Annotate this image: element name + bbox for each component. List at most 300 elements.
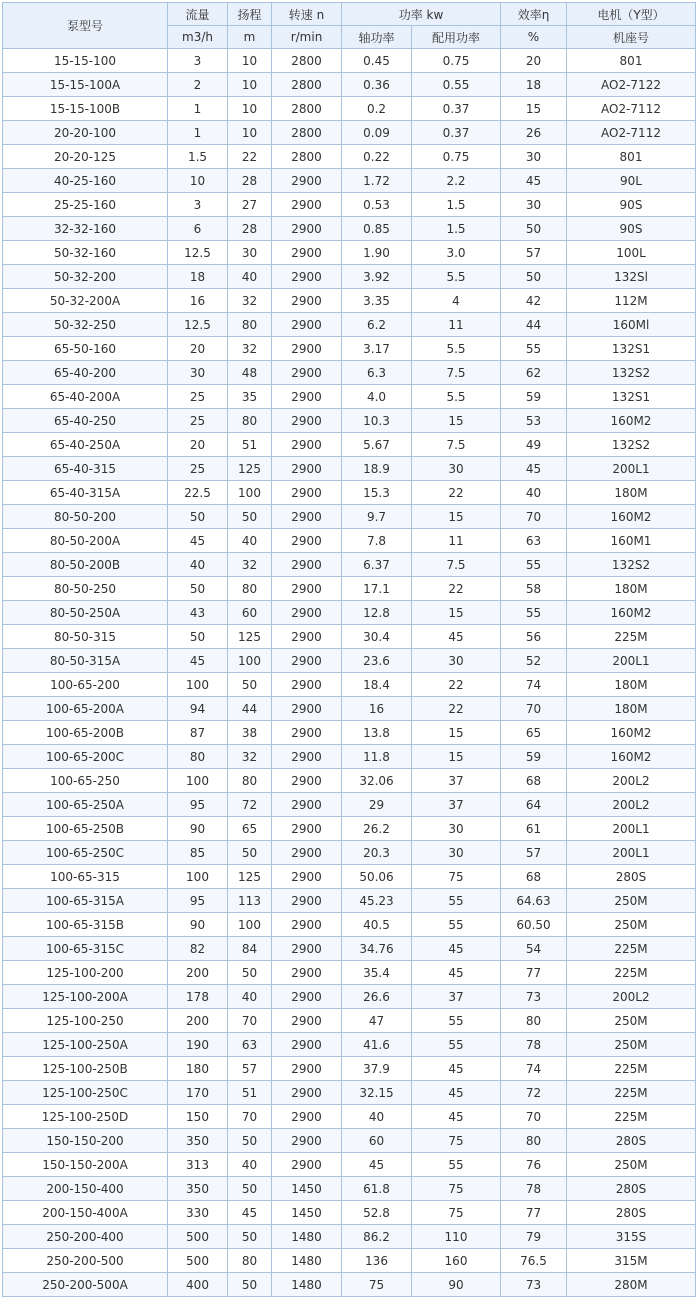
model-cell: 100-65-200B [3, 721, 168, 745]
shaft-power-cell: 9.7 [342, 505, 412, 529]
efficiency-cell: 49 [501, 433, 567, 457]
efficiency-cell: 44 [501, 313, 567, 337]
model-cell: 50-32-200 [3, 265, 168, 289]
speed-cell: 2900 [272, 577, 342, 601]
shaft-power-cell: 60 [342, 1129, 412, 1153]
motor-frame-cell: 801 [567, 145, 696, 169]
motor-frame-cell: 250M [567, 1009, 696, 1033]
head-cell: 44 [228, 697, 272, 721]
model-cell: 50-32-160 [3, 241, 168, 265]
head-cell: 10 [228, 97, 272, 121]
flow-cell: 50 [168, 577, 228, 601]
flow-cell: 3 [168, 49, 228, 73]
matched-power-cell: 1.5 [412, 193, 501, 217]
flow-cell: 1 [168, 121, 228, 145]
speed-cell: 2900 [272, 697, 342, 721]
motor-frame-cell: 315S [567, 1225, 696, 1249]
table-row [3, 73, 696, 97]
speed-cell: 2800 [272, 49, 342, 73]
efficiency-cell: 63 [501, 529, 567, 553]
table-row [3, 841, 696, 865]
head-cell: 80 [228, 577, 272, 601]
head-cell: 125 [228, 625, 272, 649]
flow-cell: 12.5 [168, 313, 228, 337]
efficiency-cell: 53 [501, 409, 567, 433]
table-row [3, 889, 696, 913]
shaft-power-cell: 4.0 [342, 385, 412, 409]
motor-frame-cell: 160M2 [567, 721, 696, 745]
matched-power-cell: 22 [412, 481, 501, 505]
model-cell: 100-65-315B [3, 913, 168, 937]
motor-frame-cell: 160M1 [567, 529, 696, 553]
motor-frame-cell: 250M [567, 1153, 696, 1177]
flow-cell: 150 [168, 1105, 228, 1129]
efficiency-cell: 60.50 [501, 913, 567, 937]
table-row [3, 361, 696, 385]
matched-power-cell: 55 [412, 913, 501, 937]
flow-cell: 12.5 [168, 241, 228, 265]
speed-cell: 1450 [272, 1201, 342, 1225]
matched-power-cell: 0.55 [412, 73, 501, 97]
motor-frame-cell: 160M2 [567, 601, 696, 625]
efficiency-cell: 70 [501, 697, 567, 721]
table-row [3, 1057, 696, 1081]
speed-cell: 2900 [272, 169, 342, 193]
speed-cell: 2900 [272, 865, 342, 889]
matched-power-cell: 30 [412, 841, 501, 865]
shaft-power-cell: 6.3 [342, 361, 412, 385]
model-cell: 100-65-315C [3, 937, 168, 961]
shaft-power-cell: 32.06 [342, 769, 412, 793]
model-cell: 25-25-160 [3, 193, 168, 217]
efficiency-cell: 76.5 [501, 1249, 567, 1273]
model-cell: 15-15-100A [3, 73, 168, 97]
efficiency-cell: 73 [501, 1273, 567, 1297]
table-row [3, 313, 696, 337]
model-cell: 50-32-250 [3, 313, 168, 337]
flow-cell: 94 [168, 697, 228, 721]
model-cell: 150-150-200 [3, 1129, 168, 1153]
flow-cell: 2 [168, 73, 228, 97]
motor-frame-cell: 112M [567, 289, 696, 313]
model-cell: 125-100-250A [3, 1033, 168, 1057]
shaft-power-cell: 0.85 [342, 217, 412, 241]
model-cell: 65-50-160 [3, 337, 168, 361]
table-row [3, 49, 696, 73]
flow-cell: 350 [168, 1129, 228, 1153]
speed-cell: 2900 [272, 1129, 342, 1153]
head-cell: 10 [228, 121, 272, 145]
shaft-power-cell: 0.45 [342, 49, 412, 73]
model-cell: 125-100-250 [3, 1009, 168, 1033]
model-cell: 15-15-100B [3, 97, 168, 121]
flow-cell: 170 [168, 1081, 228, 1105]
matched-power-cell: 37 [412, 769, 501, 793]
motor-frame-cell: 200L1 [567, 457, 696, 481]
speed-cell: 2800 [272, 145, 342, 169]
flow-cell: 350 [168, 1177, 228, 1201]
head-cell: 113 [228, 889, 272, 913]
matched-power-cell: 37 [412, 985, 501, 1009]
motor-frame-cell: 225M [567, 1081, 696, 1105]
speed-cell: 2900 [272, 265, 342, 289]
speed-cell: 2900 [272, 409, 342, 433]
table-row [3, 145, 696, 169]
head-cell: 100 [228, 649, 272, 673]
flow-cell: 500 [168, 1249, 228, 1273]
efficiency-cell: 50 [501, 265, 567, 289]
table-row [3, 793, 696, 817]
shaft-power-cell: 37.9 [342, 1057, 412, 1081]
table-row [3, 97, 696, 121]
head-cell: 50 [228, 1225, 272, 1249]
model-cell: 15-15-100 [3, 49, 168, 73]
table-row [3, 673, 696, 697]
table-row [3, 457, 696, 481]
header-flow-unit: m3/h [168, 26, 228, 49]
table-row [3, 577, 696, 601]
head-cell: 60 [228, 601, 272, 625]
table-row [3, 601, 696, 625]
shaft-power-cell: 32.15 [342, 1081, 412, 1105]
speed-cell: 2900 [272, 193, 342, 217]
shaft-power-cell: 10.3 [342, 409, 412, 433]
model-cell: 65-40-315A [3, 481, 168, 505]
flow-cell: 500 [168, 1225, 228, 1249]
matched-power-cell: 15 [412, 721, 501, 745]
header-model: 泵型号 [3, 3, 168, 49]
model-cell: 250-200-500A [3, 1273, 168, 1297]
speed-cell: 2900 [272, 1081, 342, 1105]
head-cell: 22 [228, 145, 272, 169]
flow-cell: 25 [168, 385, 228, 409]
head-cell: 65 [228, 817, 272, 841]
model-cell: 100-65-315A [3, 889, 168, 913]
flow-cell: 25 [168, 457, 228, 481]
model-cell: 125-100-250D [3, 1105, 168, 1129]
efficiency-cell: 70 [501, 1105, 567, 1129]
shaft-power-cell: 20.3 [342, 841, 412, 865]
shaft-power-cell: 5.67 [342, 433, 412, 457]
shaft-power-cell: 47 [342, 1009, 412, 1033]
matched-power-cell: 0.37 [412, 121, 501, 145]
speed-cell: 2900 [272, 841, 342, 865]
table-row [3, 121, 696, 145]
speed-cell: 2900 [272, 889, 342, 913]
speed-cell: 2900 [272, 241, 342, 265]
head-cell: 80 [228, 409, 272, 433]
motor-frame-cell: 280S [567, 1129, 696, 1153]
flow-cell: 82 [168, 937, 228, 961]
flow-cell: 10 [168, 169, 228, 193]
head-cell: 38 [228, 721, 272, 745]
model-cell: 20-20-125 [3, 145, 168, 169]
head-cell: 50 [228, 841, 272, 865]
motor-frame-cell: 200L1 [567, 817, 696, 841]
flow-cell: 100 [168, 673, 228, 697]
header-flow: 流量 [168, 3, 228, 26]
model-cell: 200-150-400A [3, 1201, 168, 1225]
head-cell: 72 [228, 793, 272, 817]
efficiency-cell: 57 [501, 241, 567, 265]
flow-cell: 45 [168, 529, 228, 553]
efficiency-cell: 64 [501, 793, 567, 817]
pump-spec-table [2, 2, 696, 1297]
table-row [3, 745, 696, 769]
efficiency-cell: 15 [501, 97, 567, 121]
motor-frame-cell: 132S2 [567, 433, 696, 457]
flow-cell: 87 [168, 721, 228, 745]
table-row [3, 769, 696, 793]
flow-cell: 50 [168, 505, 228, 529]
speed-cell: 2900 [272, 529, 342, 553]
efficiency-cell: 77 [501, 961, 567, 985]
motor-frame-cell: 132S2 [567, 553, 696, 577]
flow-cell: 20 [168, 337, 228, 361]
motor-frame-cell: 180M [567, 697, 696, 721]
matched-power-cell: 55 [412, 1033, 501, 1057]
speed-cell: 2900 [272, 361, 342, 385]
shaft-power-cell: 15.3 [342, 481, 412, 505]
model-cell: 100-65-200A [3, 697, 168, 721]
model-cell: 65-40-200 [3, 361, 168, 385]
model-cell: 50-32-200A [3, 289, 168, 313]
head-cell: 32 [228, 553, 272, 577]
head-cell: 32 [228, 745, 272, 769]
matched-power-cell: 90 [412, 1273, 501, 1297]
flow-cell: 400 [168, 1273, 228, 1297]
matched-power-cell: 37 [412, 793, 501, 817]
matched-power-cell: 45 [412, 1081, 501, 1105]
shaft-power-cell: 6.37 [342, 553, 412, 577]
matched-power-cell: 5.5 [412, 337, 501, 361]
head-cell: 27 [228, 193, 272, 217]
head-cell: 70 [228, 1105, 272, 1129]
matched-power-cell: 2.2 [412, 169, 501, 193]
motor-frame-cell: 132S1 [567, 385, 696, 409]
motor-frame-cell: 250M [567, 889, 696, 913]
motor-frame-cell: 200L1 [567, 841, 696, 865]
motor-frame-cell: 200L2 [567, 793, 696, 817]
table-row [3, 985, 696, 1009]
head-cell: 57 [228, 1057, 272, 1081]
efficiency-cell: 72 [501, 1081, 567, 1105]
head-cell: 50 [228, 1273, 272, 1297]
flow-cell: 180 [168, 1057, 228, 1081]
flow-cell: 200 [168, 961, 228, 985]
flow-cell: 30 [168, 361, 228, 385]
efficiency-cell: 68 [501, 865, 567, 889]
table-row [3, 409, 696, 433]
table-row [3, 481, 696, 505]
shaft-power-cell: 86.2 [342, 1225, 412, 1249]
shaft-power-cell: 0.2 [342, 97, 412, 121]
matched-power-cell: 30 [412, 817, 501, 841]
header-efficiency: 效率η [501, 3, 567, 26]
matched-power-cell: 11 [412, 529, 501, 553]
motor-frame-cell: 160M2 [567, 505, 696, 529]
speed-cell: 1480 [272, 1249, 342, 1273]
head-cell: 40 [228, 529, 272, 553]
matched-power-cell: 55 [412, 1153, 501, 1177]
efficiency-cell: 45 [501, 169, 567, 193]
motor-frame-cell: 801 [567, 49, 696, 73]
shaft-power-cell: 1.90 [342, 241, 412, 265]
matched-power-cell: 22 [412, 577, 501, 601]
flow-cell: 85 [168, 841, 228, 865]
efficiency-cell: 77 [501, 1201, 567, 1225]
table-row [3, 1225, 696, 1249]
speed-cell: 2900 [272, 385, 342, 409]
flow-cell: 18 [168, 265, 228, 289]
table-row [3, 817, 696, 841]
speed-cell: 2900 [272, 1009, 342, 1033]
model-cell: 80-50-250 [3, 577, 168, 601]
efficiency-cell: 73 [501, 985, 567, 1009]
motor-frame-cell: AO2-7112 [567, 97, 696, 121]
shaft-power-cell: 40.5 [342, 913, 412, 937]
motor-frame-cell: 90S [567, 193, 696, 217]
matched-power-cell: 75 [412, 1177, 501, 1201]
speed-cell: 2900 [272, 457, 342, 481]
matched-power-cell: 75 [412, 1201, 501, 1225]
motor-frame-cell: AO2-7122 [567, 73, 696, 97]
shaft-power-cell: 7.8 [342, 529, 412, 553]
table-row [3, 913, 696, 937]
table-row [3, 241, 696, 265]
table-row [3, 1249, 696, 1273]
model-cell: 100-65-315 [3, 865, 168, 889]
model-cell: 150-150-200A [3, 1153, 168, 1177]
model-cell: 250-200-400 [3, 1225, 168, 1249]
header-motor-frame: 机座号 [567, 26, 696, 49]
head-cell: 50 [228, 505, 272, 529]
flow-cell: 1 [168, 97, 228, 121]
speed-cell: 2900 [272, 1057, 342, 1081]
head-cell: 40 [228, 265, 272, 289]
matched-power-cell: 45 [412, 1105, 501, 1129]
model-cell: 80-50-200A [3, 529, 168, 553]
flow-cell: 45 [168, 649, 228, 673]
model-cell: 32-32-160 [3, 217, 168, 241]
table-row [3, 193, 696, 217]
head-cell: 51 [228, 433, 272, 457]
matched-power-cell: 160 [412, 1249, 501, 1273]
motor-frame-cell: 180M [567, 673, 696, 697]
speed-cell: 1480 [272, 1273, 342, 1297]
motor-frame-cell: 225M [567, 1057, 696, 1081]
speed-cell: 2900 [272, 553, 342, 577]
model-cell: 200-150-400 [3, 1177, 168, 1201]
motor-frame-cell: 160M2 [567, 409, 696, 433]
efficiency-cell: 65 [501, 721, 567, 745]
motor-frame-cell: 200L2 [567, 985, 696, 1009]
speed-cell: 1480 [272, 1225, 342, 1249]
matched-power-cell: 30 [412, 457, 501, 481]
head-cell: 125 [228, 457, 272, 481]
speed-cell: 2800 [272, 73, 342, 97]
model-cell: 80-50-250A [3, 601, 168, 625]
table-row [3, 265, 696, 289]
table-row [3, 697, 696, 721]
flow-cell: 16 [168, 289, 228, 313]
matched-power-cell: 55 [412, 1009, 501, 1033]
table-row [3, 529, 696, 553]
table-row [3, 337, 696, 361]
motor-frame-cell: 160Ml [567, 313, 696, 337]
table-row [3, 1201, 696, 1225]
flow-cell: 25 [168, 409, 228, 433]
matched-power-cell: 45 [412, 961, 501, 985]
shaft-power-cell: 3.92 [342, 265, 412, 289]
shaft-power-cell: 0.53 [342, 193, 412, 217]
head-cell: 28 [228, 217, 272, 241]
header-power: 功率 kw [342, 3, 501, 26]
efficiency-cell: 78 [501, 1177, 567, 1201]
efficiency-cell: 64.63 [501, 889, 567, 913]
speed-cell: 2900 [272, 721, 342, 745]
shaft-power-cell: 16 [342, 697, 412, 721]
model-cell: 80-50-200B [3, 553, 168, 577]
motor-frame-cell: 280S [567, 1201, 696, 1225]
speed-cell: 2900 [272, 433, 342, 457]
matched-power-cell: 11 [412, 313, 501, 337]
efficiency-cell: 42 [501, 289, 567, 313]
flow-cell: 190 [168, 1033, 228, 1057]
motor-frame-cell: 90S [567, 217, 696, 241]
table-row [3, 169, 696, 193]
head-cell: 35 [228, 385, 272, 409]
efficiency-cell: 40 [501, 481, 567, 505]
header-head-unit: m [228, 26, 272, 49]
model-cell: 100-65-250B [3, 817, 168, 841]
table-row [3, 961, 696, 985]
table-header [3, 3, 696, 49]
shaft-power-cell: 29 [342, 793, 412, 817]
head-cell: 32 [228, 289, 272, 313]
motor-frame-cell: 225M [567, 1105, 696, 1129]
table-row [3, 217, 696, 241]
efficiency-cell: 57 [501, 841, 567, 865]
speed-cell: 2900 [272, 913, 342, 937]
speed-cell: 2900 [272, 601, 342, 625]
table-row [3, 433, 696, 457]
motor-frame-cell: 180M [567, 481, 696, 505]
efficiency-cell: 58 [501, 577, 567, 601]
shaft-power-cell: 61.8 [342, 1177, 412, 1201]
motor-frame-cell: 132S2 [567, 361, 696, 385]
model-cell: 250-200-500 [3, 1249, 168, 1273]
head-cell: 10 [228, 73, 272, 97]
speed-cell: 2900 [272, 625, 342, 649]
efficiency-cell: 62 [501, 361, 567, 385]
matched-power-cell: 3.0 [412, 241, 501, 265]
efficiency-cell: 55 [501, 553, 567, 577]
model-cell: 100-65-200C [3, 745, 168, 769]
shaft-power-cell: 23.6 [342, 649, 412, 673]
shaft-power-cell: 41.6 [342, 1033, 412, 1057]
head-cell: 48 [228, 361, 272, 385]
flow-cell: 50 [168, 625, 228, 649]
efficiency-cell: 20 [501, 49, 567, 73]
efficiency-cell: 45 [501, 457, 567, 481]
model-cell: 100-65-250 [3, 769, 168, 793]
speed-cell: 2900 [272, 745, 342, 769]
speed-cell: 2900 [272, 217, 342, 241]
speed-cell: 2900 [272, 817, 342, 841]
head-cell: 10 [228, 49, 272, 73]
matched-power-cell: 45 [412, 625, 501, 649]
